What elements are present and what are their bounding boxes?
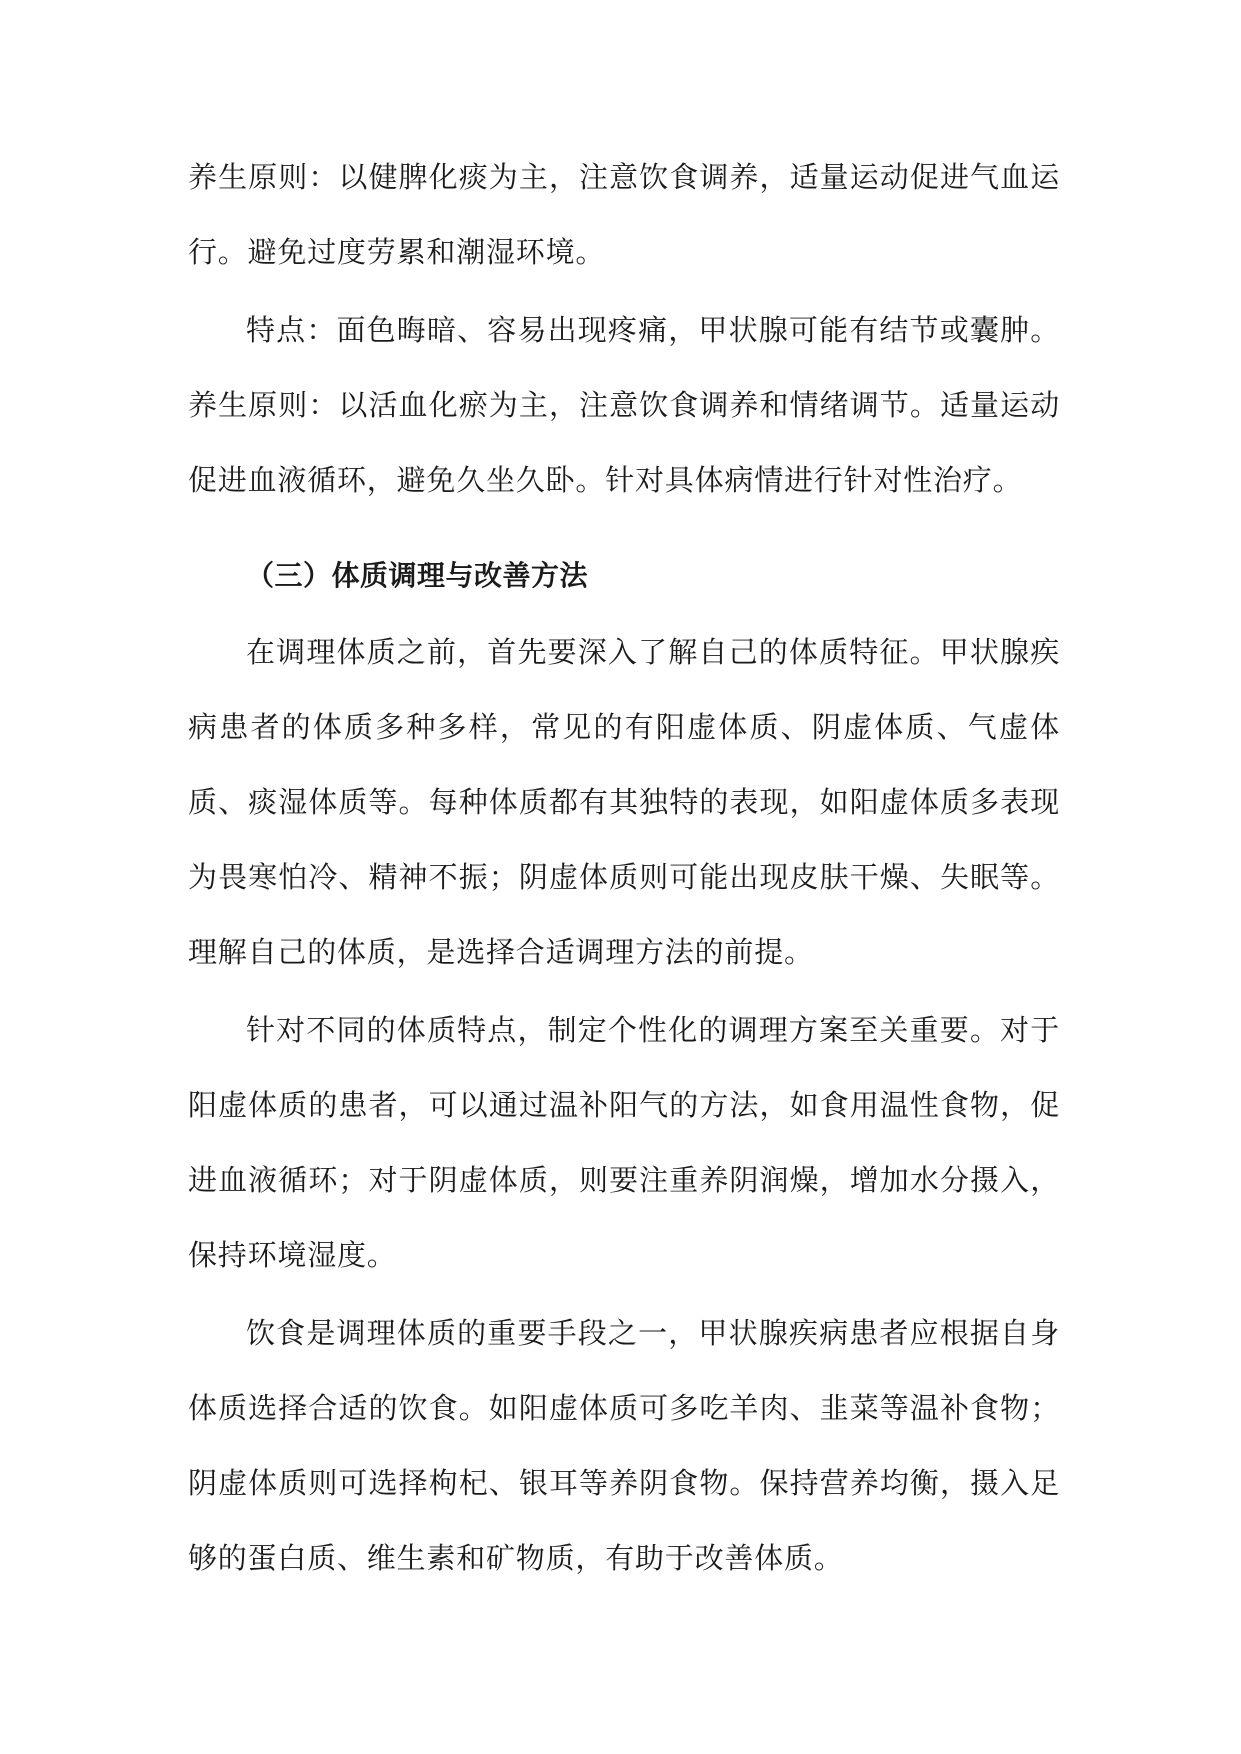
paragraph-phlegm-damp-principle: 养生原则：以健脾化痰为主，注意饮食调养，适量运动促进气血运行。避免过度劳累和潮湿环境。	[188, 160, 1060, 269]
paragraph-blood-stasis: 特点：面色晦暗、容易出现疼痛，甲状腺可能有结节或囊肿。养生原则：以活血化瘀为主，注意饮食调养和情绪调节。适量运动促进血液循环，避免久坐久卧。针对具体病情进行针对性治疗。	[188, 313, 1060, 497]
section-heading: （三）体质调理与改善方法	[246, 559, 589, 592]
paragraph-understand-constitution: 在调理体质之前，首先要深入了解自己的体质特征。甲状腺疾病患者的体质多种多样，常见的有阳虚体质、阴虚体质、气虚体质、痰湿体质等。每种体质都有其独特的表现，如阳虚体质多表现为畏寒怕冷、精神不振；阴虚体质则可能出现皮肤干燥、失眠等。理解自己的体质，是选择合适调理方法的前提。	[188, 635, 1060, 969]
paragraph-diet: 饮食是调理体质的重要手段之一，甲状腺疾病患者应根据自身体质选择合适的饮食。如阳虚体质可多吃羊肉、韭菜等温补食物；阴虚体质则可选择枸杞、银耳等养阴食物。保持营养均衡，摄入足够的蛋白质、维生素和矿物质，有助于改善体质。	[188, 1316, 1060, 1575]
document-body	[188, 140, 1060, 1596]
paragraph-personalized-plan: 针对不同的体质特点，制定个性化的调理方案至关重要。对于阳虚体质的患者，可以通过温补阳气的方法，如食用温性食物，促进血液循环；对于阴虚体质，则要注重养阴润燥，增加水分摄入，保持环境湿度。	[188, 1013, 1060, 1272]
